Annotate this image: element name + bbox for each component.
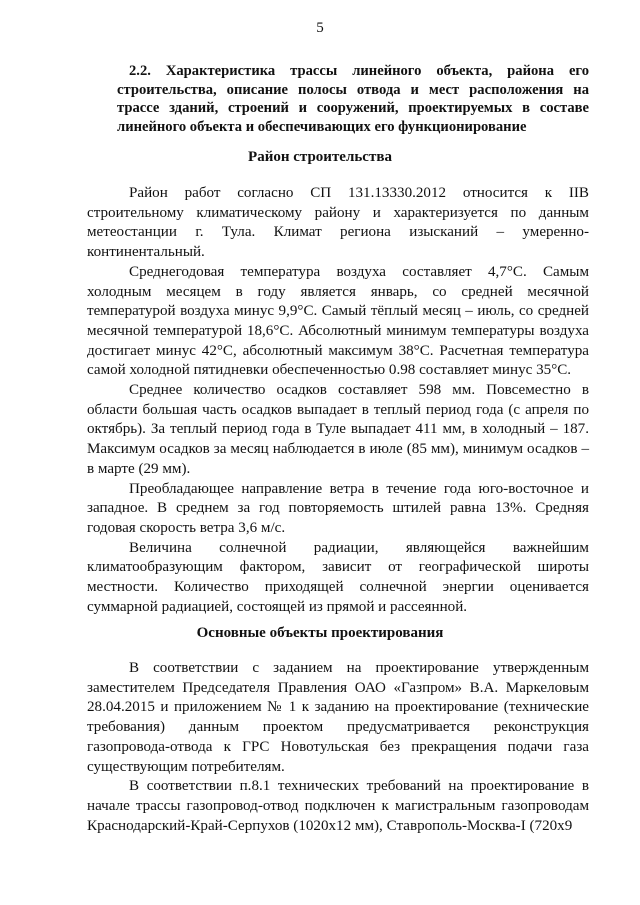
main-objects-text bbox=[87, 659, 589, 836]
paragraph: Среднее количество осадков составляет 598 мм. Повсеместно в области большая часть осадков выпадает в теплый период года (с апреля по октябрь). За теплый период года в Туле выпадает 411 мм, в холодный – 187. Максимум осадков за месяц наблюдается в июле (85 мм), минимум осадков – в марте (29 мм). bbox=[87, 382, 589, 477]
page-number: 5 bbox=[316, 20, 324, 36]
paragraph: Преобладающее направление ветра в течение года юго-восточное и западное. В среднем за год повторяемость штилей равна 13%. Средняя годовая скорость ветра 3,6 м/с. bbox=[87, 480, 589, 536]
subheading-main-objects: Основные объекты проектирования bbox=[196, 625, 444, 641]
paragraph: Среднегодовая температура воздуха составляет 4,7°С. Самым холодным месяцем в году является январь, со средней месячной температурой воздуха минус 9,9°С. Самый тёплый месяц – июль, со средней месячной температурой 18,6°С. Абсолютный минимум температуры воздуха достигает минус 42°С, абсолютный максимум 38°С. Расчетная температура самой холодной пятидневки обеспеченностью 0.98 составляет минус 35°С. bbox=[87, 263, 589, 379]
subheading-construction-area: Район строительства bbox=[248, 149, 392, 165]
section-heading: 2.2. Характеристика трассы линейного объекта, района его строительства, описание полосы отвода и мест расположения на трассе зданий, строений и сооружений, проектируемых в составе линейного объекта и обеспечивающих его функционирование bbox=[117, 63, 589, 135]
construction-area-text bbox=[87, 184, 589, 617]
paragraph: В соответствии с заданием на проектирование утвержденным заместителем Председателя Правления ОАО «Газпром» В.А. Маркеловым 28.04.2015 и приложением № 1 к заданию на проектирование (технические требования) данным проектом предусматривается реконструкция газопровода-отвода к ГРС Новотульская без прекращения подачи газа существующим потребителям. bbox=[87, 660, 589, 775]
paragraph: Район работ согласно СП 131.13330.2012 относится к IIВ строительному климатическому району и характеризуется по данным метеостанции г. Тула. Климат региона изысканий – умеренно-континентальный. bbox=[87, 185, 589, 261]
paragraph: В соответствии п.8.1 технических требований на проектирование в начале трассы газопровод-отвод подключен к магистральным газопроводам Краснодарский-Край-Серпухов (1020х12 мм), Ставрополь-Москва-I (720х9 bbox=[87, 778, 589, 834]
paragraph: Величина солнечной радиации, являющейся важнейшим климатообразующим фактором, зависит от географической широты местности. Количество приходящей солнечной энергии оценивается суммарной радиацией, состоящей из прямой и рассеянной. bbox=[87, 539, 589, 615]
